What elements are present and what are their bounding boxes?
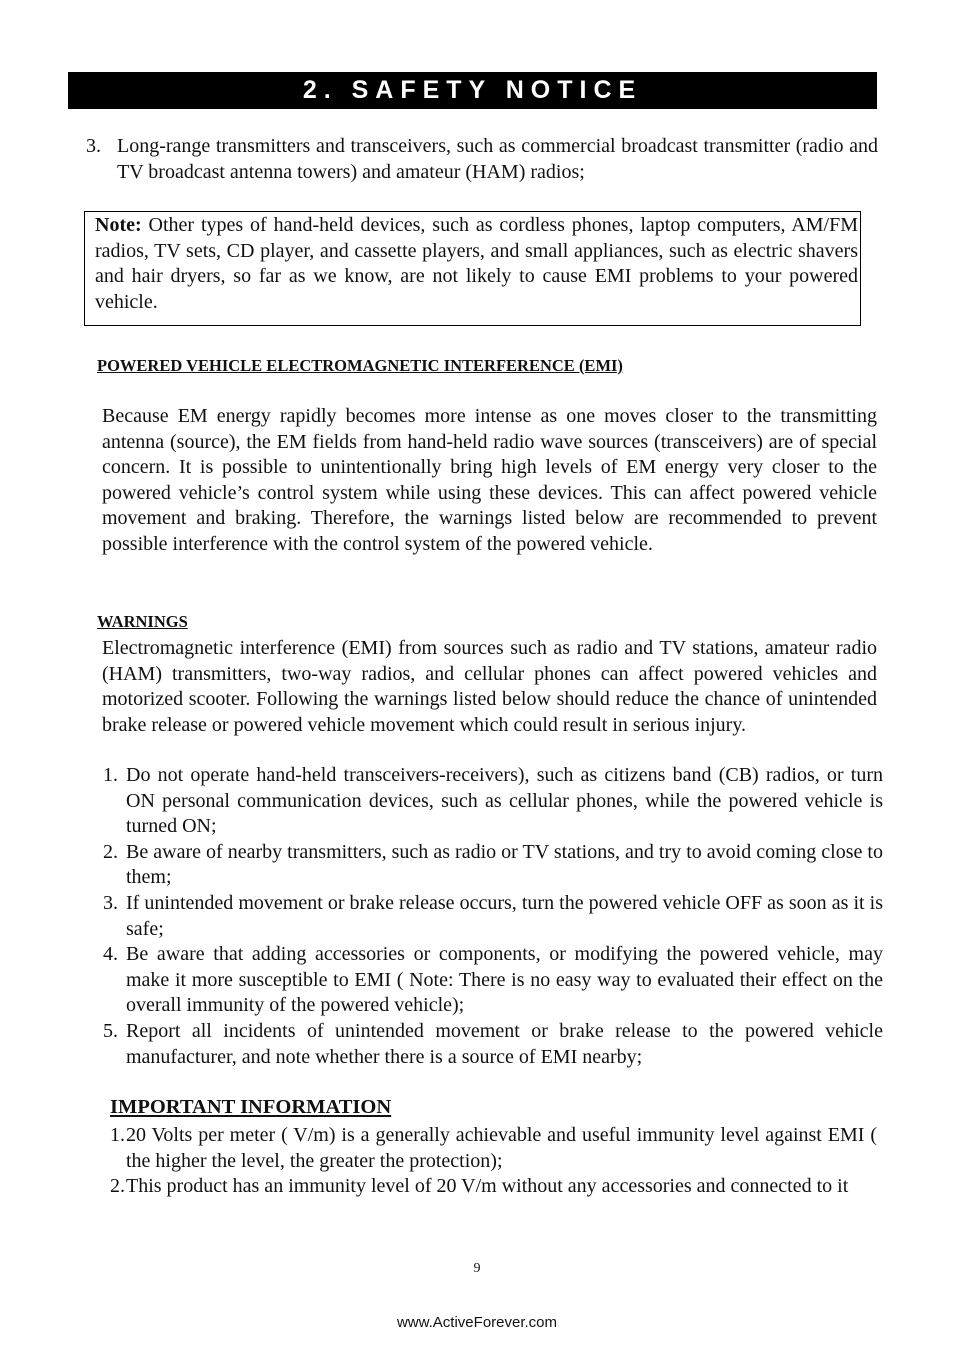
- list-item-number: 2.: [103, 840, 118, 863]
- list-item-number: 1.: [103, 764, 118, 786]
- list-item-text: Do not operate hand-held transceivers-receivers), such as citizens band (CB) radios, or turn ON personal communication devices, such as cellular phones, while the powered vehicle is turned ON;: [126, 764, 883, 838]
- list-item-3: [86, 134, 878, 185]
- list-item: [103, 840, 883, 891]
- page-number: 9: [473, 1261, 481, 1276]
- note-label: Note:: [95, 214, 142, 236]
- list-item-number: 3.: [103, 891, 118, 914]
- list-item: [103, 942, 883, 1019]
- list-item-number: 5.: [103, 1019, 118, 1042]
- note-box: [84, 211, 861, 326]
- note-text: Other types of hand-held devices, such as cordless phones, laptop computers, AM/FM radios, TV sets, CD player, and cassette players, and small appliances, such as electric shavers and hair dryers, so far as we know, are not likely to cause EMI problems to your powered vehicle.: [95, 214, 858, 313]
- emi-paragraph: Because EM energy rapidly becomes more intense as one moves closer to the transmitting antenna (source), the EM fields from hand-held radio wave sources (transceivers) are of special concern. It is possible to unintentionally bring high levels of EM energy very closer to the powered vehicle’s control system while using these devices. This can affect powered vehicle movement and braking. Therefore, the warnings listed below are recommended to prevent possible interference with the control system of the powered vehicle.: [102, 405, 877, 555]
- footer-url: www.ActiveForever.com: [396, 1314, 558, 1331]
- list-item-text: Be aware that adding accessories or components, or modifying the powered vehicle, may make it more susceptible to EMI ( Note: There is no easy way to evaluated their effect on the overall immunity of the powered vehicle);: [126, 943, 883, 1017]
- section-title-banner: 2. SAFETY NOTICE: [68, 72, 877, 109]
- list-item-number: 1.: [110, 1124, 125, 1146]
- important-list: [110, 1123, 877, 1200]
- list-item-number: 3.: [86, 135, 101, 157]
- emi-heading: POWERED VEHICLE ELECTROMAGNETIC INTERFERENCE (EMI): [97, 356, 623, 375]
- list-item-text: Be aware of nearby transmitters, such as radio or TV stations, and try to avoid coming close to them;: [126, 840, 883, 889]
- list-item: [103, 1019, 883, 1070]
- warnings-intro: Electromagnetic interference (EMI) from sources such as radio and TV stations, amateur radio (HAM) transmitters, two-way radios, and cellular phones can affect powered vehicles and motorized scooter. Following the warnings listed below should reduce the chance of unintended brake release or powered vehicle movement which could result in serious injury.: [102, 637, 877, 736]
- list-item-text: 20 Volts per meter ( V/m) is a generally achievable and useful immunity level against EMI ( the higher the level, the greater the protection);: [126, 1124, 877, 1172]
- list-item-text: If unintended movement or brake release occurs, turn the powered vehicle OFF as soon as it is safe;: [126, 891, 883, 940]
- important-heading: IMPORTANT INFORMATION: [110, 1096, 392, 1118]
- list-item: [110, 1123, 877, 1174]
- list-item-number: 2.: [110, 1175, 125, 1198]
- list-item-text: Report all incidents of unintended movement or brake release to the powered vehicle manufacturer, and note whether there is a source of EMI nearby;: [126, 1019, 883, 1068]
- list-item: [103, 763, 883, 840]
- list-item: [103, 891, 883, 942]
- warnings-list: [103, 763, 883, 1070]
- warnings-heading: WARNINGS: [97, 612, 188, 631]
- list-item: [110, 1174, 877, 1200]
- list-item-text: This product has an immunity level of 20 V/m without any accessories and connected to it: [126, 1175, 849, 1198]
- list-item-number: 4.: [103, 943, 118, 966]
- list-item-text: Long-range transmitters and transceivers, such as commercial broadcast transmitter (radio and TV broadcast antenna towers) and amateur (HAM) radios;: [117, 135, 878, 183]
